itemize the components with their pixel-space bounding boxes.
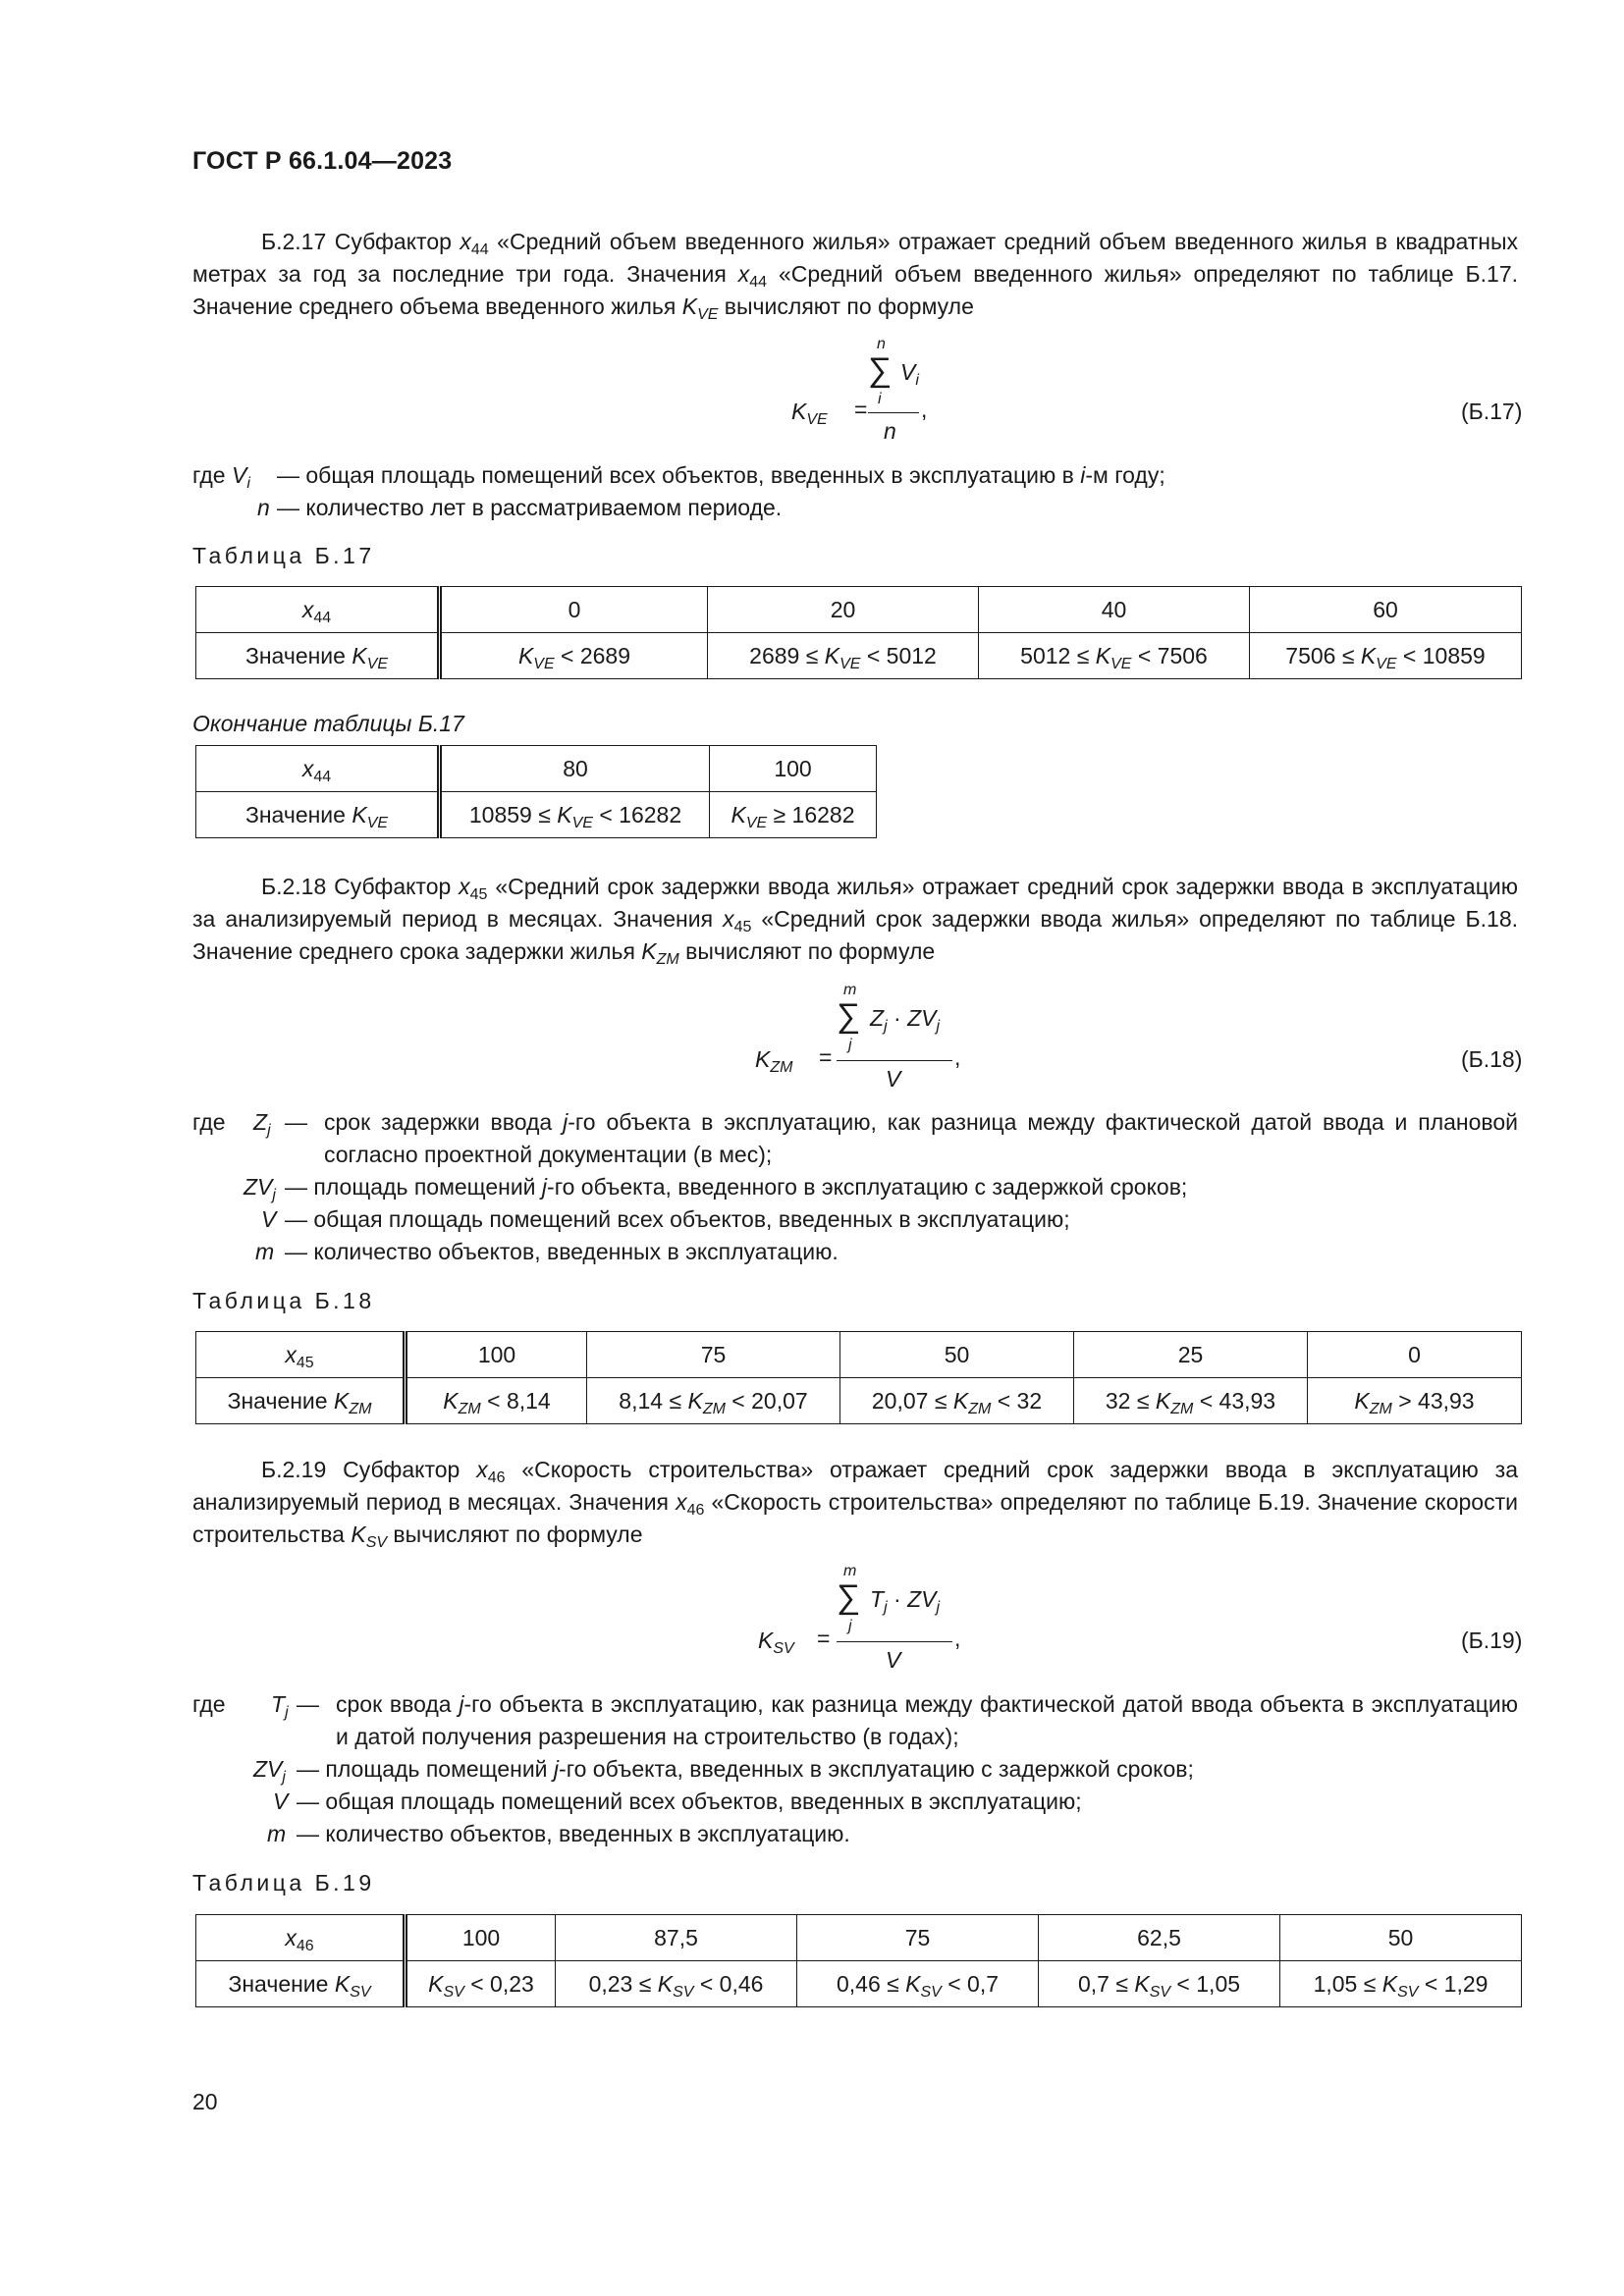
table-b19: $x_{46}$ 100 87,5 75 62,5 50 Значение $K_{SV}$ $K_{SV} < 0,23$ $0,23 \le K_{SV} < 0,46$ $0,46 \le K_{SV} < 0,7$ $0,7 \le K_{SV} < 1,05$ $1,05 \le K_{SV} < 1,29$ [195,1914,1522,2007]
formula-number: (Б.18) [1461,1046,1523,1072]
table-b17-continued: $x_{44}$ 80 100 Значение $K_{VE}$ $10859 \le K_{VE} < 16282$ $K_{VE} \ge 16282$ [195,745,877,838]
table-b17: $x_{44}$ 0 20 40 60 Значение $K_{VE}$ $K_{VE} < 2689$ $2689 \le K_{VE} < 5012$ $5012 \le K_{VE} < 7506$ $7506 \le K_{VE} < 10859$ [195,586,1522,679]
formula-number: (Б.17) [1461,399,1523,424]
table-b18-caption: Таблица Б.18 [192,1288,375,1313]
paragraph-b219: Б.2.19 Субфактор $x_{46}$ «Скорость строительства» отражает средний срок задержки ввода в эксплуатацию за анализируемый период в месяцах. Значения $x_{46}$ «Скорость строительства» определяют по таблице Б.19. Значение скорости строительства $K_{SV}$ вычисляют по формуле [192,1457,1518,1551]
paragraph-b218: Б.2.18 Субфактор $x_{45}$ «Средний срок задержки ввода жилья» отражает средний срок задержки ввода в эксплуатацию за анализируемый период в месяцах. Значения $x_{45}$ «Средний срок задержки ввода жилья» определяют по таблице Б.18. Значение среднего срока задержки жилья $K_{ZM}$ вычисляют по формуле [192,874,1519,968]
table-b17-caption: Таблица Б.17 [192,543,375,568]
table-b19-caption: Таблица Б.19 [192,1870,375,1896]
page-number: 20 [192,2089,218,2114]
paragraph-b217: Б.2.17 Субфактор $x_{44}$ «Средний объем введенного жилья» отражает средний объем введенного жилья в квадратных метрах за год за последние три года. Значения $x_{44}$ «Средний объем введенного жилья» определяют по таблице Б.17. Значение среднего объема введенного жилья $K_{VE}$ вычисляют по формуле [192,229,1518,323]
table-b18: $x_{45}$ 100 75 50 25 0 Значение $K_{ZM}$ $K_{ZM} < 8,14$ $8,14 \le K_{ZM} < 20,07$ $20,07 \le K_{ZM} < 32$ $32 \le K_{ZM} < 43,93$ $K_{ZM} > 43,93$ [195,1331,1522,1424]
table-b17-continued-caption: Окончание таблицы Б.17 [192,711,464,736]
formula-number: (Б.19) [1461,1628,1523,1653]
document-page: ГОСТ Р 66.1.04—2023 Б.2.17 Субфактор $x_{44}$ «Средний объем введенного жилья» отражает средний объем введенного жилья в квадратных метрах за год за последние три года. Значения $x_{44}$ «Средний объем введенного жилья» определяют по таблице Б.17. Значение среднего объема введенного жилья $K_{VE}$ вычисляют по формуле $K_{VE}$ = n ∑ i $V_i$ n , (Б.17) где $V_i$ — общая площадь помещений всех объектов, введенных в эксплуатацию в i-м году; n — количество лет в рассматриваемом периоде. Таблица Б.17 $x_{44}$ 0 20 40 60 Значение $K_{VE}$ $K_{VE} < 2689$ $2689 \le K_{VE} < 5012$ $5012 \le K_{VE} < 7506$ $7506 \le K_{VE} < 10859$ Окончание таблицы Б.17 $x_{44}$ 80 100 Значение $K_{VE}$ $10859 \le K_{VE} < 16282$ $K_{VE} \ge 16282$ Б.2.18 Субфактор $x_{45}$ «Средний срок задержки ввода жилья» отражает средний срок задержки ввода в эксплуатацию за анализируемый период в месяцах. Значения $x_{45}$ «Средний срок задержки ввода жилья» определяют по таблице Б.18. Значение среднего срока задержки жилья $K_{ZM}$ вычисляют по формуле $K_{ZM}$ = m ∑ j $Z_j \cdot ZV_j$ V , (Б.18) где $Z_j$ — срок задержки ввода j-го объекта в эксплуатацию, как разница между фактической датой ввода и плановой согласно проектной документации (в мес); $ZV_j$ — площадь помещений j-го объекта, введенного в эксплуатацию с задержкой сроков; V — общая площадь помещений всех объектов, введенных в эксплуатацию; m — количество объектов, введенных в эксплуатацию. Таблица Б.18 $x_{45}$ 100 75 50 25 0 Значение $K_{ZM}$ $K_{ZM} < 8,14$ $8,14 \le K_{ZM} < 20,07$ $20,07 \le K_{ZM} < 32$ $32 \le K_{ZM} < 43,93$ $K_{ZM} > 43,93$ Б.2.19 Субфактор $x_{46}$ «Скорость строительства» отражает средний срок задержки ввода в эксплуатацию за анализируемый период в месяцах. Значения $x_{46}$ «Скорость строительства» определяют по таблице Б.19. Значение скорости строительства $K_{SV}$ вычисляют по формуле $K_{SV}$ = m ∑ j $T_j \cdot ZV_j$ V , (Б.19) где $T_j$ — срок ввода j-го объекта в эксплуатацию, как разница между фактической датой ввода объекта в эксплуатацию и датой получения разрешения на строительство (в годах); $ZV_j$ — площадь помещений j-го объекта, введенных в эксплуатацию с задержкой сроков; V — общая площадь помещений всех объектов, введенных в эксплуатацию; m — количество объектов, введенных в эксплуатацию. Таблица Б.19 $x_{46}$ 100 87,5 75 62,5 50 Значение $K_{SV}$ $K_{SV} < 0,23$ $0,23 \le K_{SV} < 0,46$ $0,46 \le K_{SV} < 0,7$ $0,7 \le K_{SV} < 1,05$ $1,05 \le K_{SV} < 1,29$ 20 [192,147,1523,2114]
document-header: ГОСТ Р 66.1.04—2023 [192,147,453,175]
